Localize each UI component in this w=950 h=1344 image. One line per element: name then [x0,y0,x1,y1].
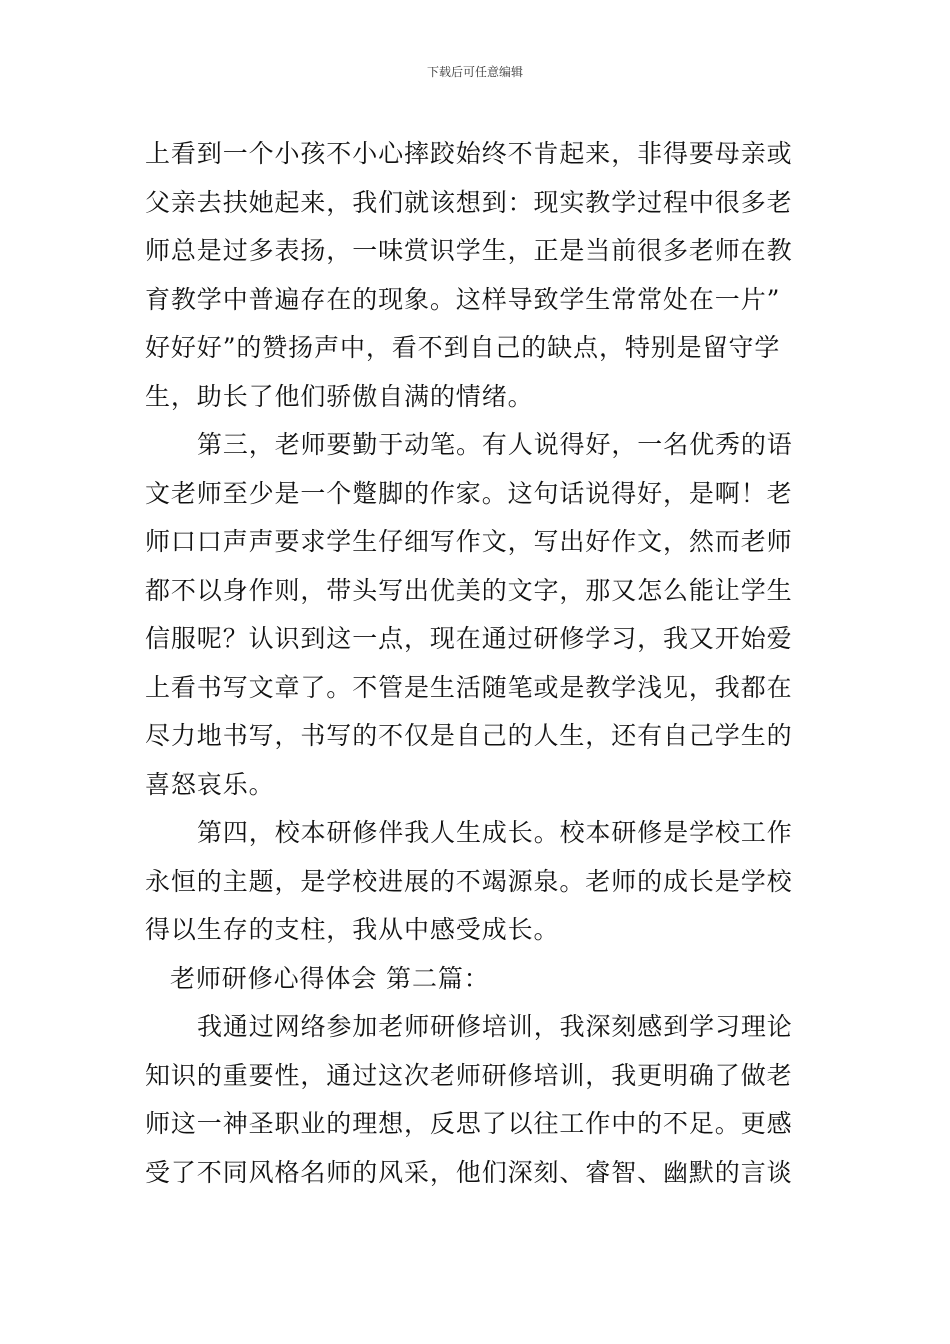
paragraph-second-part-start: 我通过网络参加老师研修培训，我深刻感到学习理论 [197,1012,793,1041]
text-line: 喜怒哀乐。 [145,769,275,799]
page-header-note: 下载后可任意编辑 [426,65,523,79]
text-line: 尽力地书写，书写的不仅是自己的人生，还有自己学生的 [145,721,793,750]
text-line: 永恒的主题，是学校进展的不竭源泉。老师的成长是学校 [145,866,793,896]
paragraph-third-start: 第三，老师要勤于动笔。有人说得好，一名优秀的语 [197,430,793,459]
section-title: 老师研修心得体会 第二篇： [170,963,490,993]
text-line: 师总是过多表扬，一味赏识学生，正是当前很多老师在教 [145,236,793,265]
text-line: 上看书写文章了。不管是生活随笔或是教学浅见，我都在 [145,672,793,702]
document-body [145,130,805,1197]
text-line: 受了不同风格名师的风采，他们深刻、睿智、幽默的言谈 [145,1157,793,1187]
text-line: 文老师至少是一个蹩脚的作家。这句话说得好，是啊！老 [145,478,793,508]
text-line: 都不以身作则，带头写出优美的文字，那又怎么能让学生 [145,575,793,605]
text-line: 好好好”的赞扬声中，看不到自己的缺点，特别是留守学 [145,333,781,362]
text-line: 得以生存的支柱，我从中感受成长。 [145,915,560,944]
text-line: 上看到一个小孩不小心摔跤始终不肯起来，非得要母亲或 [145,139,793,168]
text-line: 信服呢？认识到这一点，现在通过研修学习，我又开始爱 [145,624,793,653]
text-line: 师口口声声要求学生仔细写作文，写出好作文，然而老师 [145,527,793,556]
text-line: 师这一神圣职业的理想，反思了以往工作中的不足。更感 [145,1109,793,1138]
text-line: 育教学中普遍存在的现象。这样导致学生常常处在一片” [145,284,781,314]
paragraph-fourth-start: 第四，校本研修伴我人生成长。校本研修是学校工作 [197,818,793,847]
text-line: 知识的重要性，通过这次老师研修培训，我更明确了做老 [145,1060,793,1090]
text-line: 生，助长了他们骄傲自满的情绪。 [145,381,534,411]
text-line: 父亲去扶她起来，我们就该想到：现实教学过程中很多老 [145,187,793,217]
